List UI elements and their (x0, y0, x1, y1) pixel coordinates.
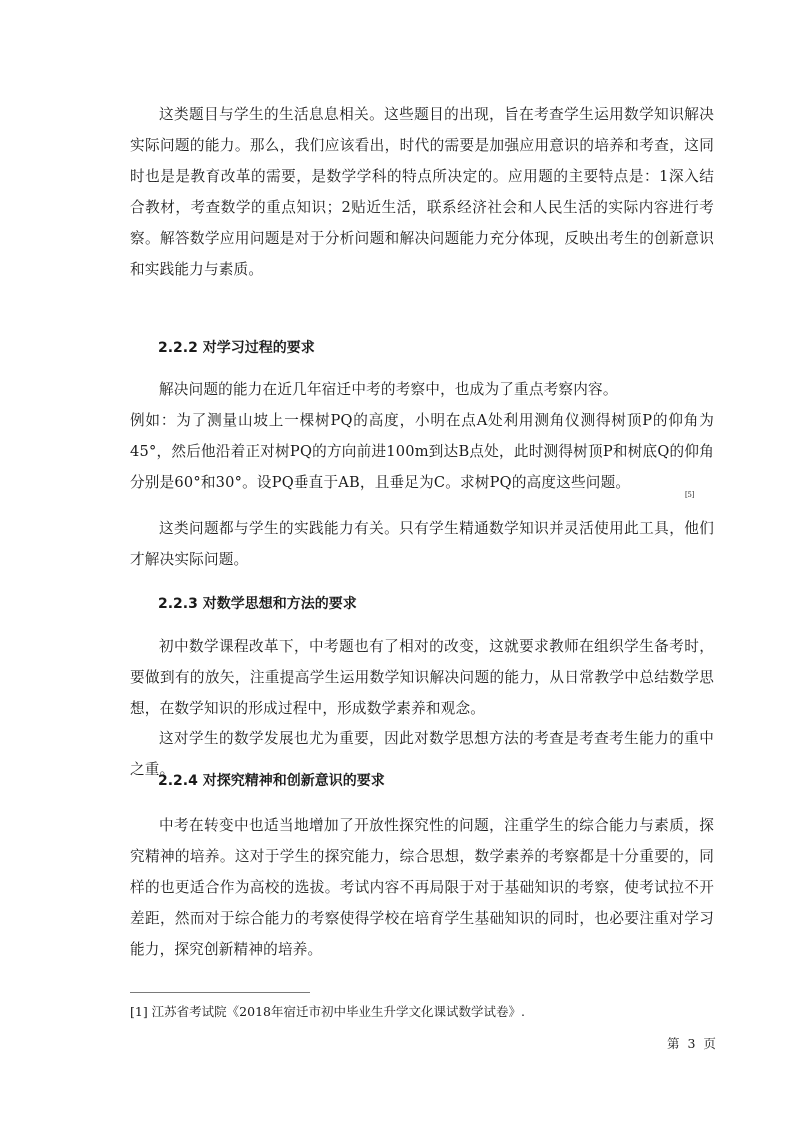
paragraph-math-thinking: 这对学生的数学发展也尤为重要，因此对数学思想方法的考查是考查考生能力的重中之重。 (130, 730, 714, 778)
citation-mark: [5] (685, 490, 695, 499)
section-heading-2-2-3: 2.2.3 对数学思想和方法的要求 (158, 596, 357, 612)
footnote-divider (130, 992, 310, 993)
footnote: [1] 江苏省考试院《2018年宿迁市初中毕业生升学文化课试数学试卷》. (130, 1004, 525, 1019)
paragraph-exploration-innovation: 中考在转变中也适当地增加了开放性探究性的问题，注重学生的综合能力与素质，探究精神的培养。这对于学生的探究能力，综合思想，数学素养的考察都是十分重要的，同样的也更适合作为高校的选拔。考试内容不再局限于对于基础知识的考察，使考试拉不开差距，然而对于综合能力的考察使得学校在培育学生基础知识的同时，也必要注重对学习能力，探究创新精神的培养。 (130, 817, 714, 958)
paragraph-applied-problems: 这类题目与学生的生活息息相关。这些题目的出现，旨在考查学生运用数学知识解决实际问题的能力。那么，我们应该看出，时代的需要是加强应用意识的培养和考查，这同时也是是教育改革的需要，是数学学科的特点所决定的。应用题的主要特点是：1深入结合教材，考查数学的重点知识；2贴近生活，联系经济社会和人民生活的实际内容进行考察。解答数学应用问题是对于分析问题和解决问题能力充分体现，反映出考生的创新意识和实践能力与素质。 (130, 106, 714, 278)
paragraph-problem-solving: 解决问题的能力在近几年宿迁中考的考察中，也成为了重点考察内容。 (159, 381, 618, 398)
paragraph-practical-ability: 这类问题都与学生的实践能力有关。只有学生精通数学知识并灵活使用此工具，他们才解决实际问题。 (130, 520, 714, 568)
paragraph-example-tree: 例如：为了测量山坡上一棵树PQ的高度，小明在点A处利用测角仪测得树顶P的仰角为45°，然后他沿着正对树PQ的方向前进100m到达B点处，此时测得树顶P和树底Q的仰角分别是60°和30°。设PQ垂直于AB，且垂足为C。求树PQ的高度这些问题。 (130, 412, 714, 491)
section-heading-2-2-4: 2.2.4 对探究精神和创新意识的要求 (158, 773, 385, 789)
section-heading-2-2-2: 2.2.2 对学习过程的要求 (158, 340, 315, 356)
paragraph-curriculum-reform: 初中数学课程改革下，中考题也有了相对的改变，这就要求教师在组织学生备考时，要做到有的放矢，注重提高学生运用数学知识解决问题的能力，从日常教学中总结数学思想，在数学知识的形成过程中，形成数学素养和观念。 (130, 638, 714, 717)
page-number: 第 3 页 (667, 1036, 716, 1051)
